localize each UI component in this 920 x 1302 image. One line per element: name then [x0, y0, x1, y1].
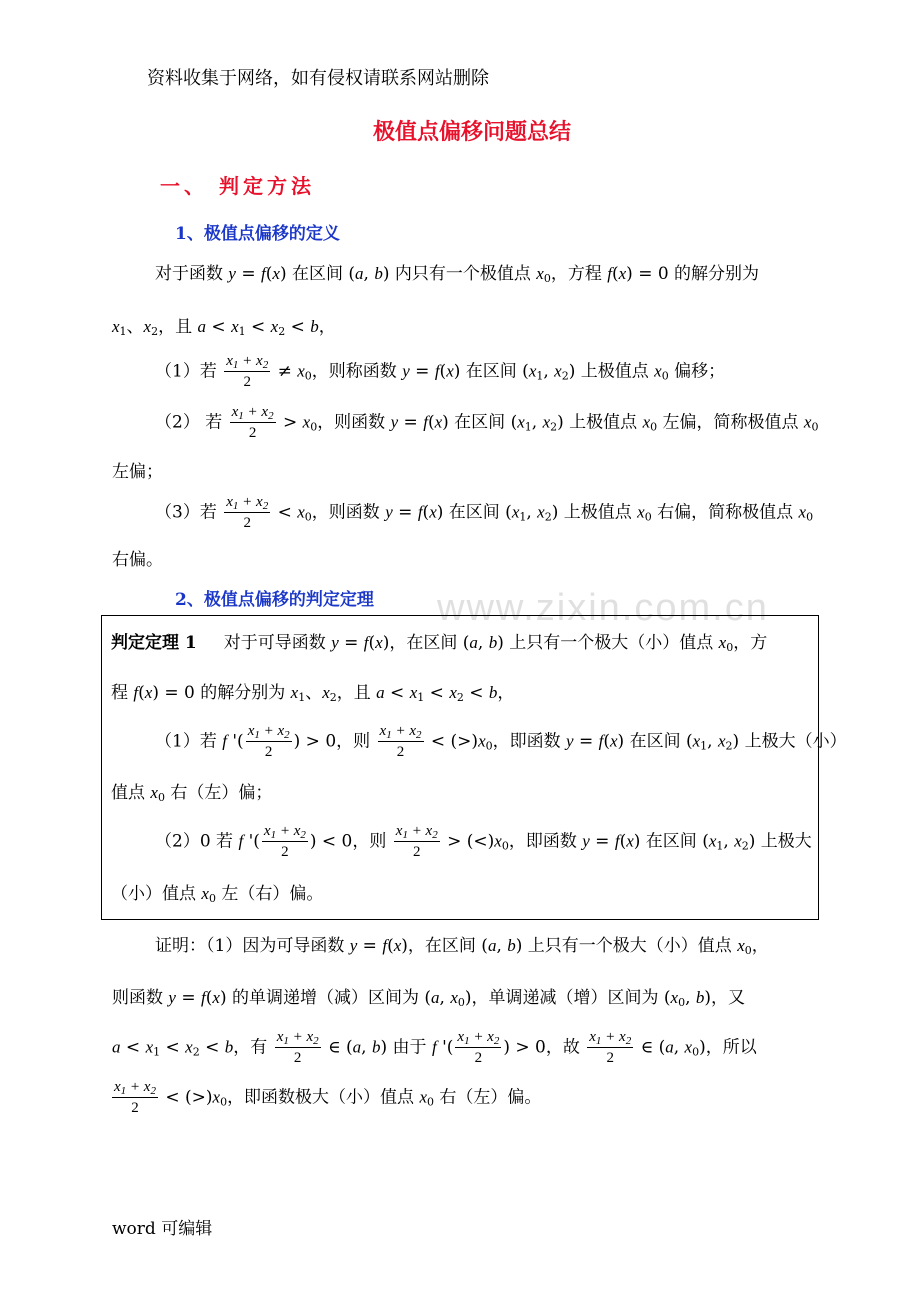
definition-case-3: （3）若 $\frac{x_1 + x_2}{2}$ < $x_0$，则函数 y = f(x) 在区间 ($x_1$, $x_2$) 上极值点 $x_0$ 右偏，简称极值点 $x_0$ [155, 494, 814, 531]
definition-line-1: 对于函数 y = f(x) 在区间 (a, b) 内只有一个极值点 $x_0$，方程 f(x) = 0 的解分别为 [155, 264, 760, 285]
definition-case-2-cont: 左偏； [112, 462, 163, 482]
theorem-line-2: 程 f(x) = 0 的解分别为 $x_1$、$x_2$，且 $a < x_1 < x_2 < b$， [111, 683, 515, 704]
proof-line-2: 则函数 y = f(x) 的单调递增（减）区间为 (a, $x_0$)，单调递减（增）区间为 ($x_0$, b)，又 [112, 988, 746, 1009]
theorem-case-2: （2）0 若 f '( $\frac{x_1 + x_2}{2}$ ) < 0，则 $\frac{x_1 + x_2}{2}$ > $(<)x_0$，即函数 y = f(x) 在区间 ($x_1$, $x_2$) 上极大 [155, 823, 812, 860]
footer-note: word 可编辑 [112, 1219, 213, 1239]
definition-case-1: （1）若 $\frac{x_1 + x_2}{2}$ ≠ $x_0$，则称函数 y = f(x) 在区间 ($x_1$, $x_2$) 上极值点 $x_0$ 偏移； [155, 353, 726, 390]
theorem-line-1: 判定定理 1 对于可导函数 y = f(x)，在区间 (a, b) 上只有一个极大（小）值点 $x_0$，方 [111, 633, 768, 654]
subsection-heading-2: 2、极值点偏移的判定定理 [175, 590, 374, 610]
header-note: 资料收集于网络，如有侵权请联系网站删除 [147, 68, 489, 89]
theorem-case-1: （1）若 f '( $\frac{x_1 + x_2}{2}$ ) > 0，则 $\frac{x_1 + x_2}{2}$ < $(>)x_0$，即函数 y = f(x) 在区间 ($x_1$, $x_2$) 上极大（小） [155, 723, 847, 760]
subsection-heading-1: 1、极值点偏移的定义 [175, 224, 340, 244]
watermark: www.zixin.com.cn [437, 587, 769, 629]
theorem-box [101, 615, 819, 920]
proof-line-4: $\frac{x_1 + x_2}{2}$ < $(>)x_0$，即函数极大（小）值点 $x_0$ 右（左）偏。 [114, 1079, 542, 1116]
section-heading-1: 一、 判定方法 [160, 174, 315, 198]
theorem-label: 判定定理 1 [111, 633, 197, 653]
theorem-case-1-cont: 值点 $x_0$ 右（左）偏； [111, 783, 273, 804]
document-title: 极值点偏移问题总结 [373, 119, 572, 145]
definition-case-3-cont: 右偏。 [112, 550, 163, 570]
definition-case-2: （2） 若 $\frac{x_1 + x_2}{2}$ > $x_0$，则函数 y = f(x) 在区间 ($x_1$, $x_2$) 上极值点 $x_0$ 左偏，简称极值点 $x_0$ [155, 404, 819, 441]
proof-line-3: $a < x_1 < x_2 < b$，有 $\frac{x_1 + x_2}{2}$ ∈ (a, b) 由于 f '( $\frac{x_1 + x_2}{2}$ ) > 0，故 $\frac{x_1 + x_2}{2}$ ∈ (a, $x_0$)，所以 [112, 1029, 757, 1066]
definition-line-2: $x_1$、$x_2$，且 $a < x_1 < x_2 < b$， [112, 317, 336, 338]
theorem-case-2-cont: （小）值点 $x_0$ 左（右）偏。 [111, 884, 324, 905]
proof-line-1: 证明：（1）因为可导函数 y = f(x)，在区间 (a, b) 上只有一个极大（小）值点 $x_0$， [155, 936, 769, 957]
